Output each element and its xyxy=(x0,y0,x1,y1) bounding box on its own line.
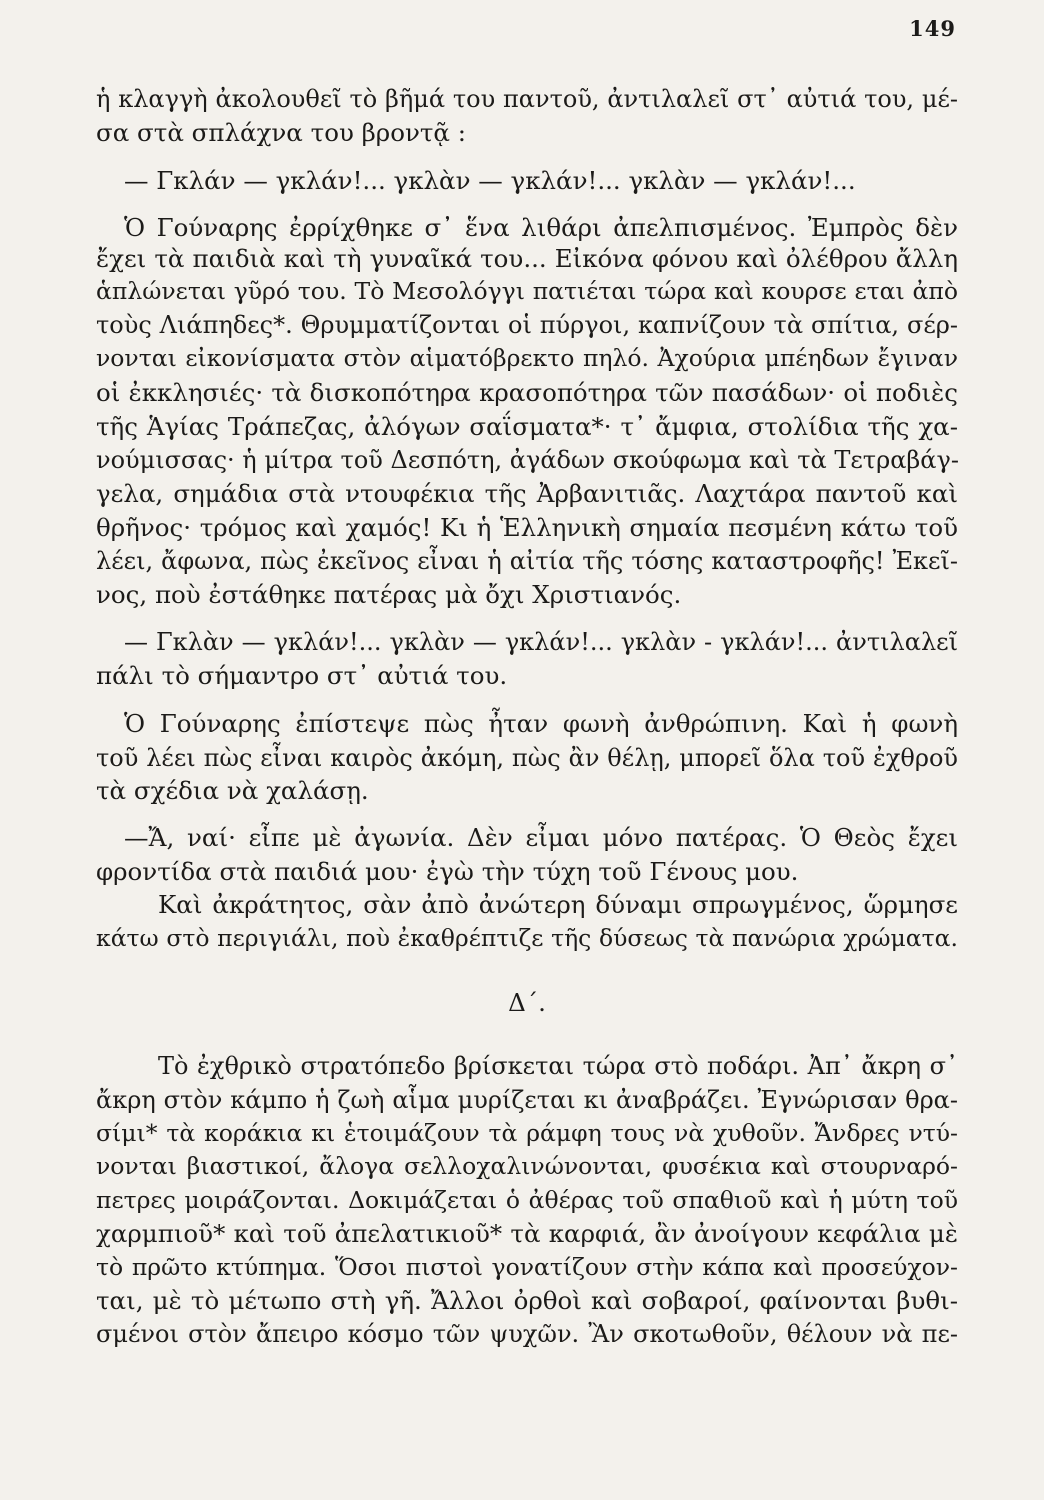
text-line: ἁπλώνεται γῦρό του. Τὸ Μεσολόγγι πατιέται τώρα καὶ κουρσε εται ἀπὸ xyxy=(96,277,958,305)
text-line: φροντίδα στὰ παιδιά μου· ἐγὼ τὴν τύχη τοῦ Γένους μου. xyxy=(96,857,799,886)
text-line: ἄκρη στὸν κάμπο ἡ ζωὴ αἷμα μυρίζεται κι ἀναβράζει. Ἐγνώρισαν θρα- xyxy=(96,1086,958,1114)
text-line: τὰ σχέδια νὰ χαλάσῃ. xyxy=(96,776,369,805)
paragraph-first-line: —Ἄ, ναί· εἶπε μὲ ἀγωνία. Δὲν εἶμαι μόνο πατέρας. Ὁ Θεὸς ἔχει xyxy=(124,823,958,852)
text-line: χαρμπιοῦ* καὶ τοῦ ἀπελατικιοῦ* τὰ καρφιά, ἂν ἀνοίγουν κεφάλια μὲ xyxy=(96,1219,958,1248)
text-line: ται, μὲ τὸ μέτωπο στὴ γῆ. Ἄλλοι ὀρθοὶ καὶ σοβαροί, φαίνονται βυθι- xyxy=(96,1286,958,1315)
paragraph-first-line: Καὶ ἀκράτητος, σὰν ἀπὸ ἀνώτερη δύναμι σπρωγμένος, ὥρμησε xyxy=(158,890,958,919)
paragraph-first-line: Ὁ Γούναρης ἐρρίχθηκε σ᾽ ἕνα λιθάρι ἀπελπισμένος. Ἐμπρὸς δὲν xyxy=(124,213,958,242)
text-line: τῆς Ἁγίας Τράπεζας, ἀλόγων σαΐσματα*· τ᾽ ἄμφια, στολίδια τῆς χα- xyxy=(96,412,958,441)
text-line: σα στὰ σπλάχνα του βροντᾷ : xyxy=(96,118,466,147)
text-line: νος, ποὺ ἐστάθηκε πατέρας μὰ ὄχι Χριστιανός. xyxy=(96,580,682,609)
paragraph-first-line: Ὁ Γούναρης ἐπίστεψε πὼς ἦταν φωνὴ ἀνθρώπινη. Καὶ ἡ φωνὴ xyxy=(124,709,958,738)
page-number: 149 xyxy=(909,16,956,41)
text-line: νονται βιαστικοί, ἄλογα σελλοχαλινώνονται, φυσέκια καὶ στουρναρό- xyxy=(96,1152,958,1180)
text-line: ἡ κλαγγὴ ἀκολουθεῖ τὸ βῆμά του παντοῦ, ἀντιλαλεῖ στ᾽ αὐτιά του, μέ- xyxy=(96,85,958,113)
text-line: πετρες μοιράζονται. Δοκιμάζεται ὁ ἀθέρας τοῦ σπαθιοῦ καὶ ἡ μύτη τοῦ xyxy=(96,1186,958,1214)
text-line: νονται εἰκονίσματα στὸν αἱματόβρεκτο πηλό. Ἀχούρια μπέηδων ἔγιναν xyxy=(96,344,958,372)
text-line: σίμι* τὰ κοράκια κι ἑτοιμάζουν τὰ ράμφη τους νὰ χυθοῦν. Ἄνδρες ντύ- xyxy=(96,1119,958,1147)
text-line: — Γκλὰν — γκλάν!... γκλὰν — γκλάν!... γκλὰν - γκλάν!... ἀντιλαλεῖ xyxy=(124,628,958,656)
text-line: κάτω στὸ περιγιάλι, ποὺ ἐκαθρέπτιζε τῆς δύσεως τὰ πανώρια χρώματα. xyxy=(96,924,958,952)
text-line: νούμισσας· ἡ μίτρα τοῦ Δεσπότη, ἀγάδων σκούφωμα καὶ τὰ Τετραβάγ- xyxy=(96,446,959,474)
text-line: τοῦ λέει πὼς εἶναι καιρὸς ἀκόμη, πὼς ἂν θέλῃ, μπορεῖ ὅλα τοῦ ἐχθροῦ xyxy=(96,744,958,772)
text-line: λέει, ἄφωνα, πὼς ἐκεῖνος εἶναι ἡ αἰτία τῆς τόσης καταστροφῆς! Ἐκεῖ- xyxy=(96,547,958,575)
text-line: τὸ πρῶτο κτύπημα. Ὅσοι πιστοὶ γονατίζουν στὴν κάπα καὶ προσεύχον- xyxy=(96,1253,958,1281)
text-line: θρῆνος· τρόμος καὶ χαμός! Κι ἡ Ἑλληνικὴ σημαία πεσμένη κάτω τοῦ xyxy=(96,513,958,542)
section-heading: Δ΄. xyxy=(508,988,546,1017)
text-line: γελα, σημάδια στὰ ντουφέκια τῆς Ἀρβανιτιᾶς. Λαχτάρα παντοῦ καὶ xyxy=(96,479,958,508)
paragraph-first-line: Τὸ ἐχθρικὸ στρατόπεδο βρίσκεται τώρα στὸ ποδάρι. Ἀπ᾽ ἄκρη σ᾽ xyxy=(158,1052,958,1080)
text-line: οἱ ἐκκλησιές· τὰ δισκοπότηρα κρασοπότηρα τῶν πασάδων· οἱ ποδιὲς xyxy=(96,378,958,407)
text-line: τοὺς Λιάπηδες*. Θρυμματίζονται οἱ πύργοι, καπνίζουν τὰ σπίτια, σέρ- xyxy=(96,311,958,339)
text-line: σμένοι στὸν ἄπειρο κόσμο τῶν ψυχῶν. Ἂν σκοτωθοῦν, θέλουν νὰ πε- xyxy=(96,1320,958,1348)
text-line: πάλι τὸ σήμαντρο στ᾽ αὐτιά του. xyxy=(96,661,508,690)
text-line: ἔχει τὰ παιδιὰ καὶ τὴ γυναῖκά του... Εἰκόνα φόνου καὶ ὀλέθρου ἄλλη xyxy=(96,244,958,273)
text-line: — Γκλάν — γκλάν!... γκλὰν — γκλάν!... γκλὰν — γκλάν!... xyxy=(124,166,856,195)
